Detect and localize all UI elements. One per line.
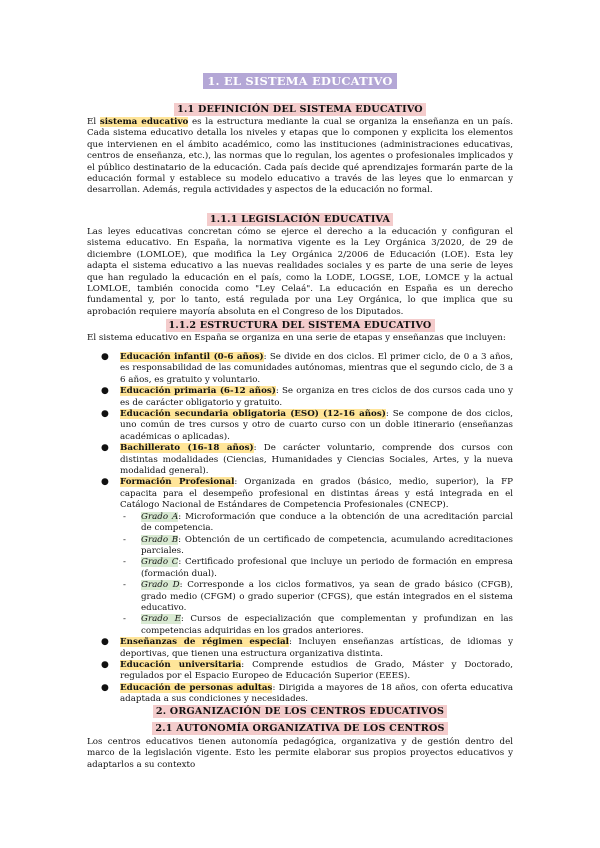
bullet-icon: ● bbox=[101, 443, 109, 454]
paragraph-definition bbox=[87, 117, 513, 197]
list-item-text: : Organizada en grados (básico, medio, superior), la FP capacita para el desempeño profesional en distintas áreas y está integrada en el Catálogo Nacional de Estándares de Competencia Profesionales (CNECP). bbox=[120, 477, 513, 511]
grado-term: Grado C bbox=[141, 557, 179, 568]
list-item-term: Educación primaria (6-12 años) bbox=[120, 386, 276, 397]
heading-1-1-1 bbox=[0, 207, 600, 226]
bullet-icon: ● bbox=[101, 409, 109, 420]
heading-1-1-text: 1.1 DEFINICIÓN DEL SISTEMA EDUCATIVO bbox=[174, 103, 426, 116]
paragraph-estructura-intro: El sistema educativo en España se organiza en una serie de etapas y enseñanzas que incluyen: bbox=[87, 333, 506, 343]
list-item-term: Educación de personas adultas bbox=[120, 682, 273, 693]
heading-1-1 bbox=[0, 97, 600, 116]
document-title bbox=[0, 70, 600, 89]
paragraph-definition-start: El bbox=[87, 117, 100, 127]
list-item bbox=[87, 660, 513, 683]
list-item-term: Formación Profesional bbox=[120, 477, 235, 488]
dash-icon: - bbox=[123, 534, 126, 545]
paragraph-definition-rest: es la estructura mediante la cual se organiza la enseñanza en un país. Cada sistema educativo detalla los niveles y etapas que lo componen y explicita los elementos que intervienen en el ámbito académico, como las instituciones (administraciones educativas, centros de enseñanza, etc.), las normas que lo regulan, los agentes o profesionales implicados y el público destinatario de la educación. Cada país decide qué aprendizajes formarán parte de la educación formal y establece su modelo educativo a través de las leyes que lo enmarcan y desarrollan. Además, regula actividades y aspectos de la educación no formal. bbox=[87, 117, 513, 196]
grado-item bbox=[120, 535, 513, 558]
dash-icon: - bbox=[123, 614, 126, 625]
grado-term: Grado E bbox=[141, 614, 181, 625]
list-item-term: Educación infantil (0-6 años) bbox=[120, 352, 264, 362]
bullet-icon: ● bbox=[101, 682, 109, 693]
list-item-text: : Dirigida a mayores de 18 años, con oferta educativa adaptada a sus condiciones y necesidades. bbox=[120, 682, 513, 705]
bullet-icon: ● bbox=[101, 352, 109, 362]
term-sistema-educativo: sistema educativo bbox=[99, 117, 189, 127]
list-item bbox=[87, 637, 513, 660]
grado-text: : Microformación que conduce a la obtención de una acreditación parcial de competencia. bbox=[141, 511, 513, 534]
list-item-text: : Se compone de dos ciclos, uno común de tres cursos y otro de cuarto curso con un doble itinerario (enseñanzas académicas o aplicadas). bbox=[120, 409, 513, 442]
bullet-icon: ● bbox=[101, 477, 109, 488]
list-item bbox=[87, 352, 513, 386]
grado-term: Grado A bbox=[141, 511, 179, 522]
paragraph-legislacion: Las leyes educativas concretan cómo se ejerce el derecho a la educación y configuran el sistema educativo. En España, la normativa vigente es la Ley Orgánica 3/2020, de 29 de diciembre (LOMLOE), que modifica la Ley Orgánica 2/2006 de Educación (LOE). Esta ley adapta el sistema educativo a las nuevas realidades sociales y es parte de una serie de leyes que han regulado la educación en el país, como la LODE, LOGSE, LOE, LOMCE y la actual LOMLOE, también conocida como "Ley Celaá". La educación en España es un derecho fundamental y, por lo tanto, está regulada por una Ley Orgánica, lo que implica que su aprobación requiere mayoría absoluta en el Congreso de los Diputados. bbox=[87, 227, 513, 317]
grado-item bbox=[120, 580, 513, 614]
heading-2-1-text: 2.1 AUTONOMÍA ORGANIZATIVA DE LOS CENTROS bbox=[152, 722, 447, 735]
list-item-text: : Se divide en dos ciclos. El primer ciclo, de 0 a 3 años, es responsabilidad de las comunidades autónomas, mientras que el segundo ciclo, de 3 a 6 años, es gratuito y voluntario. bbox=[120, 352, 513, 385]
grados-list bbox=[120, 512, 513, 637]
dash-icon: - bbox=[123, 557, 126, 568]
grado-item bbox=[120, 557, 513, 580]
grado-text: : Corresponde a los ciclos formativos, ya sean de grado básico (CFGB), grado medio (CFGM) o grado superior (CFGS), que están integrados en el sistema educativo. bbox=[141, 580, 513, 613]
list-item-text: : Incluyen enseñanzas artísticas, de idiomas y deportivas, que tienen una estructura organizativa distinta. bbox=[120, 637, 513, 659]
grado-term: Grado B bbox=[141, 534, 179, 545]
bullet-icon: ● bbox=[101, 386, 109, 397]
grado-item bbox=[120, 512, 513, 535]
dash-icon: - bbox=[123, 580, 126, 591]
heading-1-1-2 bbox=[0, 313, 600, 332]
grado-text: : Cursos de especialización que complementan y profundizan en las competencias adquiridas en los grados anteriores. bbox=[141, 614, 514, 636]
grado-text: : Obtención de un certificado de competencia, acumulando acreditaciones parciales. bbox=[141, 534, 513, 556]
list-item bbox=[87, 477, 513, 637]
bullet-icon: ● bbox=[101, 659, 109, 670]
list-item-term: Bachillerato (16-18 años) bbox=[120, 443, 254, 454]
list-item-term: Educación secundaria obligatoria (ESO) (12-16 años) bbox=[120, 409, 386, 420]
list-item-text: : Comprende estudios de Grado, Máster y Doctorado, regulados por el Espacio Europeo de Educación Superior (EEES). bbox=[120, 659, 513, 682]
list-item-text: : De carácter voluntario, comprende dos cursos con distintas modalidades (Ciencias, Humanidades y Ciencias Sociales, Artes, y la nueva modalidad general). bbox=[120, 443, 513, 477]
heading-2-text: 2. ORGANIZACIÓN DE LOS CENTROS EDUCATIVOS bbox=[153, 705, 447, 718]
etapas-list bbox=[87, 352, 513, 706]
list-item bbox=[87, 386, 513, 409]
grado-text: : Certificado profesional que incluye un periodo de formación en empresa (formación dual). bbox=[141, 557, 513, 579]
bullet-icon: ● bbox=[101, 637, 109, 648]
list-item bbox=[87, 443, 513, 477]
list-item bbox=[87, 409, 513, 443]
list-item-text: : Se organiza en tres ciclos de dos cursos cada uno y es de carácter obligatorio y gratuito. bbox=[120, 386, 513, 408]
paragraph-autonomia: Los centros educativos tienen autonomía pedagógica, organizativa y de gestión dentro del marco de la legislación vigente. Esto les permite elaborar sus propios proyectos educativos y adaptarlos a su contexto bbox=[87, 737, 513, 770]
dash-icon: - bbox=[123, 511, 126, 522]
grado-term: Grado D bbox=[141, 580, 180, 591]
grado-item bbox=[120, 614, 513, 637]
heading-2-1 bbox=[0, 716, 600, 735]
list-item-term: Enseñanzas de régimen especial bbox=[120, 637, 289, 648]
document-title-text: 1. EL SISTEMA EDUCATIVO bbox=[203, 73, 396, 89]
heading-1-1-2-text: 1.1.2 ESTRUCTURA DEL SISTEMA EDUCATIVO bbox=[166, 319, 435, 332]
list-item-term: Educación universitaria bbox=[120, 659, 242, 670]
heading-1-1-1-text: 1.1.1 LEGISLACIÓN EDUCATIVA bbox=[207, 213, 393, 226]
